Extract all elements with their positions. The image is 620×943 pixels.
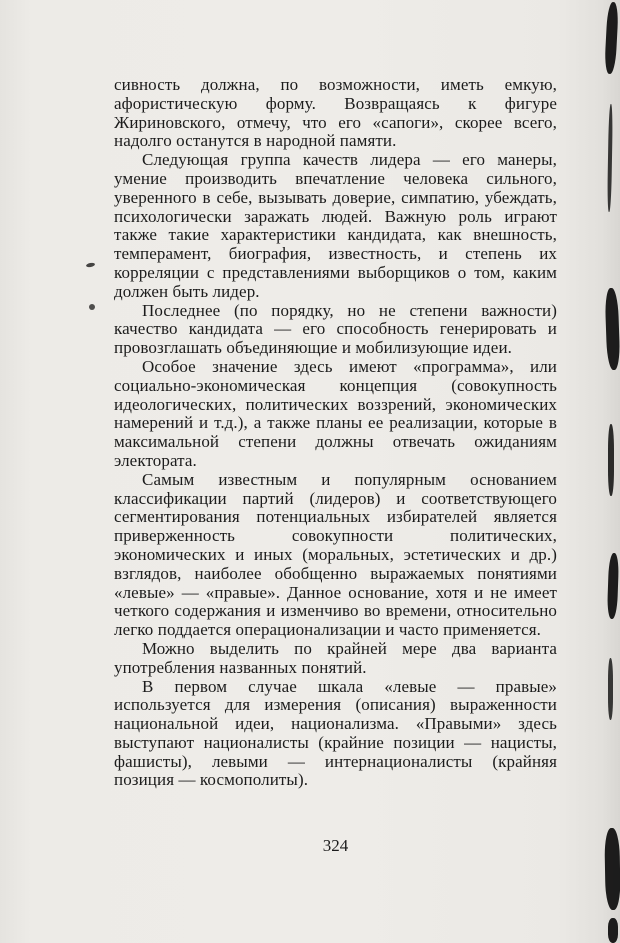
- paragraph-continuation: сивность должна, по возможности, иметь емкую, афористическую форму. Возвращаясь к фигуре Жириновского, отмечу, что его «сапоги», скорее всего, надолго останутся в народной памяти.: [114, 75, 557, 151]
- paragraph: Самым известным и популярным основанием классификации партий (лидеров) и соответствующего сегментирования потенциальных избирателей является приверженность совокупности политических, экономических и иных (моральных, эстетических и др.) взглядов, наиболее обобщенно выражаемых понятиями «левые» — «правые». Данное основание, хотя и не имеет четкого содержания и изменчиво во времени, относительно легко поддается операционализации и часто применяется.: [114, 469, 557, 640]
- scan-edge-mark: [605, 288, 620, 370]
- scan-edge-mark: [608, 424, 614, 496]
- scan-left-margin-mark: [86, 262, 96, 268]
- paragraph: В первом случае шкала «левые — правые» используется для измерения (описания) выраженности национальной идеи, национализма. «Правыми» здесь выступают националисты (крайние позиции — нацисты, фашисты), левыми — интернационалисты (крайняя позиция — космополиты).: [114, 676, 557, 790]
- scan-edge-mark: [608, 658, 613, 720]
- paragraph: Можно выделить по крайней мере два варианта употребления названных понятий.: [114, 638, 557, 677]
- scan-edge-mark: [604, 828, 620, 910]
- paragraph: Следующая группа качеств лидера — его манеры, умение производить впечатление человека сильного, уверенного в себе, вызывать доверие, симпатию, убеждать, психологически заражать людей. Важную роль играют также такие характеристики кандидата, как внешность, темперамент, биография, известность, и степень их корреляции с представлениями выборщиков о том, каким должен быть лидер.: [114, 150, 557, 301]
- paragraph: Особое значение здесь имеют «программа», или социально-экономическая концепция (совокупность идеологических, политических воззрений, экономических намерений и т.д.), а также планы ее реализации, которые в максимальной степени должны отвечать ожиданиям электората.: [114, 356, 557, 470]
- page-text: [114, 76, 557, 790]
- scan-edge-mark: [607, 104, 613, 212]
- scan-edge-mark: [608, 918, 618, 943]
- scan-left-margin-mark: [89, 304, 95, 310]
- scan-edge-mark: [604, 2, 619, 74]
- page-number: 324: [322, 836, 349, 855]
- scan-edge-mark: [607, 553, 619, 619]
- paragraph: Последнее (по порядку, но не степени важности) качество кандидата — его способность генерировать и провозглашать объединяющие и мобилизующие идеи.: [114, 300, 557, 358]
